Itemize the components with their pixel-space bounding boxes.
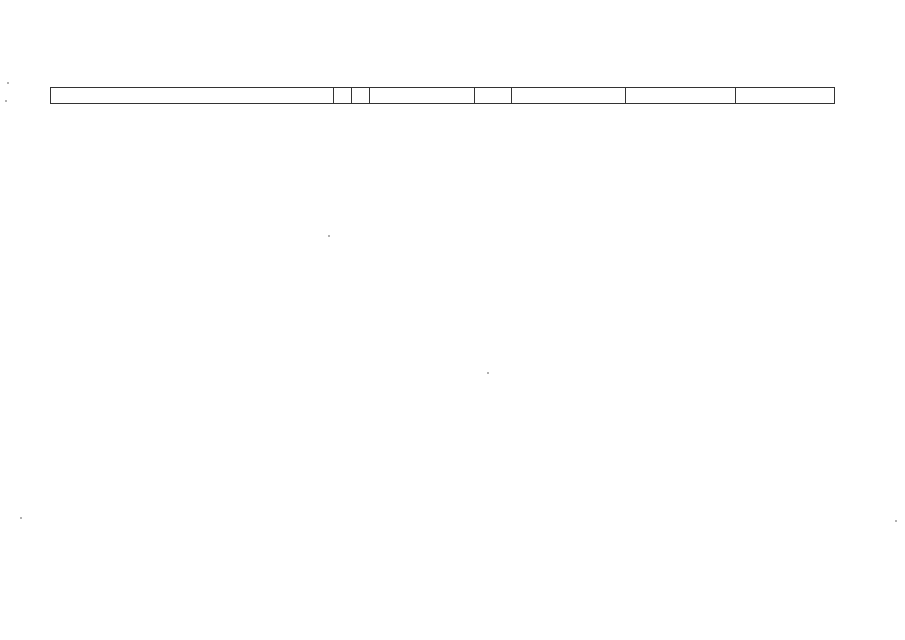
- scan-speck: [895, 520, 897, 522]
- header-col-4: [370, 88, 475, 103]
- header-col-8: [736, 88, 834, 103]
- table-header: [50, 87, 835, 104]
- scan-speck: [5, 100, 7, 102]
- header-col-2: [334, 88, 352, 103]
- header-col-1: [51, 88, 334, 103]
- scan-speck: [328, 235, 330, 237]
- header-col-3: [352, 88, 370, 103]
- header-col-6: [512, 88, 626, 103]
- header-col-5: [475, 88, 512, 103]
- scan-speck: [7, 82, 9, 84]
- scan-speck: [487, 372, 489, 374]
- header-col-7: [626, 88, 736, 103]
- scan-speck: [20, 517, 22, 519]
